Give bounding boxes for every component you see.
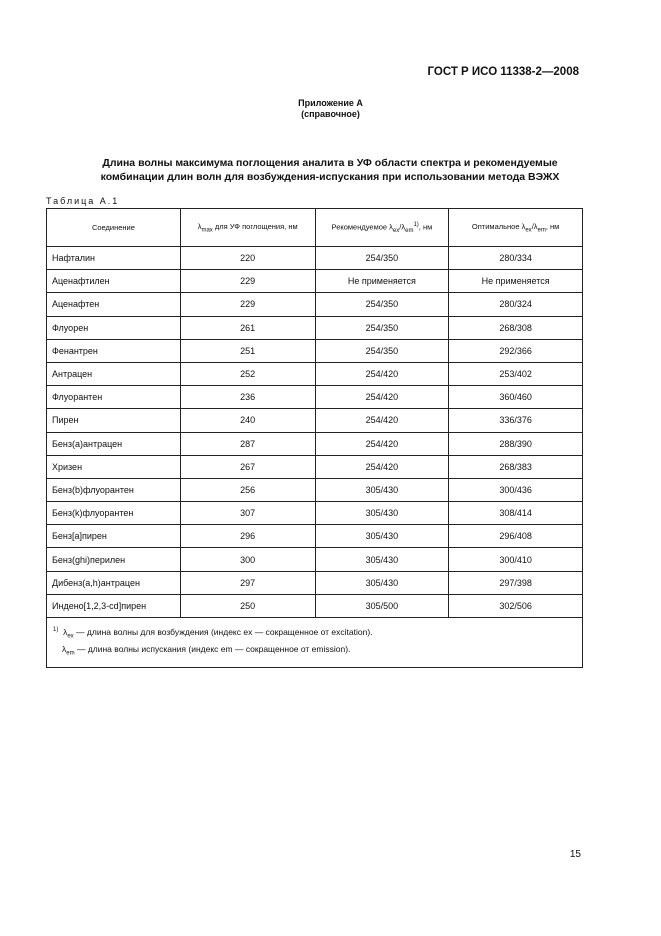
cell-compound: Бенз(k)флуорантен — [47, 502, 181, 525]
cell-optimal: Не применяется — [449, 270, 583, 293]
table-row — [47, 478, 583, 501]
annex-subtitle: (справочное) — [301, 109, 360, 119]
cell-compound: Аценафтилен — [47, 270, 181, 293]
cell-compound: Бенз[а]пирен — [47, 525, 181, 548]
lambda-subscript: ex — [392, 227, 400, 234]
table-row — [47, 362, 583, 385]
cell-compound: Бенз(а)антрацен — [47, 432, 181, 455]
cell-optimal: 268/383 — [449, 455, 583, 478]
cell-recommended: 254/420 — [315, 409, 449, 432]
cell-lmax: 229 — [180, 293, 315, 316]
cell-recommended: 254/420 — [315, 362, 449, 385]
header-unit: , нм — [545, 221, 560, 231]
header-lmax-text: для УФ поглощения, нм — [212, 221, 298, 231]
lambda-subscript: ex — [67, 633, 74, 640]
cell-compound: Дибенз(a,h)антрацен — [47, 571, 181, 594]
header-optimal-text: Оптимальное — [471, 221, 522, 231]
table-row — [47, 571, 583, 594]
cell-optimal: 280/334 — [449, 247, 583, 270]
cell-recommended: 305/430 — [315, 525, 449, 548]
cell-lmax: 240 — [180, 409, 315, 432]
table-row — [47, 386, 583, 409]
cell-recommended: 305/430 — [315, 478, 449, 501]
separator: / — [399, 222, 402, 231]
page-number: 15 — [569, 849, 581, 860]
header-lmax — [180, 209, 315, 247]
footnote-marker: 1) — [53, 627, 59, 633]
cell-lmax: 256 — [180, 478, 315, 501]
table-row — [47, 339, 583, 362]
table-row — [47, 247, 583, 270]
cell-recommended: 305/430 — [315, 548, 449, 571]
cell-compound: Фенантрен — [47, 339, 181, 362]
cell-recommended: Не применяется — [315, 270, 449, 293]
cell-recommended: 305/430 — [315, 502, 449, 525]
cell-optimal: 268/308 — [449, 316, 583, 339]
table-row — [47, 548, 583, 571]
table-row — [47, 316, 583, 339]
document-code: ГОСТ Р ИСО 11338-2—2008 — [427, 66, 579, 78]
lambda-symbol: λ — [63, 626, 68, 637]
cell-recommended: 254/350 — [315, 247, 449, 270]
footnote-text: — длина волны испускания (индекс em — сокращенное от emission). — [74, 643, 351, 654]
header-unit: , нм — [418, 222, 433, 231]
cell-compound: Нафталин — [47, 247, 181, 270]
cell-recommended: 254/420 — [315, 432, 449, 455]
cell-optimal: 302/506 — [449, 594, 583, 617]
cell-lmax: 300 — [180, 548, 315, 571]
lambda-symbol: λ — [521, 221, 526, 231]
lambda-subscript: ex — [525, 227, 532, 234]
table-row — [47, 432, 583, 455]
data-table — [46, 208, 583, 668]
cell-optimal: 288/390 — [449, 432, 583, 455]
cell-recommended: 305/430 — [315, 571, 449, 594]
cell-compound: Флуорантен — [47, 386, 181, 409]
lambda-subscript: em — [405, 227, 414, 234]
table-caption: Таблица А.1 — [46, 196, 120, 206]
cell-lmax: 250 — [180, 594, 315, 617]
cell-optimal: 308/414 — [449, 502, 583, 525]
header-recommended — [315, 209, 449, 247]
lambda-symbol: λ — [401, 222, 406, 231]
table-row — [47, 525, 583, 548]
cell-lmax: 296 — [180, 525, 315, 548]
table-row — [47, 455, 583, 478]
table-row — [47, 594, 583, 617]
lambda-subscript: em — [66, 650, 75, 657]
cell-optimal: 292/366 — [449, 339, 583, 362]
cell-compound: Пирен — [47, 409, 181, 432]
footnote-reference: 1) — [413, 221, 419, 228]
cell-optimal: 280/324 — [449, 293, 583, 316]
main-title — [56, 156, 604, 184]
cell-lmax: 251 — [180, 339, 315, 362]
main-title-line-1: Длина волны максимума поглощения аналита в УФ области спектра и рекомендуемые — [102, 157, 558, 169]
cell-lmax: 261 — [180, 316, 315, 339]
cell-optimal: 300/436 — [449, 478, 583, 501]
cell-recommended: 254/350 — [315, 316, 449, 339]
footnote-text: — длина волны для возбуждения (индекс ex — сокращенное от excitation). — [73, 626, 373, 637]
header-compound: Соединение — [47, 209, 181, 247]
lambda-symbol: λ — [533, 221, 538, 231]
cell-optimal: 300/410 — [449, 548, 583, 571]
main-title-line-2: комбинации длин волн для возбуждения-испускания при использовании метода ВЭЖХ — [100, 171, 560, 183]
footnote-line-1 — [53, 624, 577, 643]
cell-compound: Флуорен — [47, 316, 181, 339]
cell-lmax: 297 — [180, 571, 315, 594]
table-row — [47, 502, 583, 525]
header-recommended-text: Рекомендуемое — [331, 222, 390, 231]
lambda-subscript: em — [537, 227, 546, 234]
lambda-symbol: λ — [197, 221, 202, 231]
cell-compound: Хризен — [47, 455, 181, 478]
cell-optimal: 253/402 — [449, 362, 583, 385]
cell-lmax: 287 — [180, 432, 315, 455]
cell-compound: Бенз(b)флуорантен — [47, 478, 181, 501]
annex-title: Приложение А — [298, 98, 363, 108]
table-row — [47, 270, 583, 293]
cell-compound: Бенз(ghi)перилен — [47, 548, 181, 571]
cell-optimal: 360/460 — [449, 386, 583, 409]
cell-lmax: 267 — [180, 455, 315, 478]
table-footnote-row — [47, 618, 583, 668]
lambda-symbol: λ — [62, 643, 67, 654]
cell-optimal: 336/376 — [449, 409, 583, 432]
cell-compound: Индено[1,2,3-cd]пирен — [47, 594, 181, 617]
table-row — [47, 409, 583, 432]
cell-lmax: 236 — [180, 386, 315, 409]
cell-recommended: 305/500 — [315, 594, 449, 617]
cell-recommended: 254/350 — [315, 339, 449, 362]
cell-lmax: 252 — [180, 362, 315, 385]
cell-lmax: 229 — [180, 270, 315, 293]
cell-compound: Аценафтен — [47, 293, 181, 316]
cell-lmax: 220 — [180, 247, 315, 270]
cell-recommended: 254/420 — [315, 386, 449, 409]
table-row — [47, 293, 583, 316]
table-footnote — [47, 618, 583, 668]
header-optimal — [449, 209, 583, 247]
footnote-line-2 — [53, 643, 577, 660]
cell-optimal: 297/398 — [449, 571, 583, 594]
separator: / — [531, 221, 534, 231]
lambda-symbol: λ — [389, 222, 393, 231]
table-header-row — [47, 209, 583, 247]
cell-recommended: 254/350 — [315, 293, 449, 316]
cell-lmax: 307 — [180, 502, 315, 525]
cell-optimal: 296/408 — [449, 525, 583, 548]
cell-recommended: 254/420 — [315, 455, 449, 478]
lambda-subscript: max — [201, 227, 213, 234]
annex-heading — [0, 98, 661, 120]
cell-compound: Антрацен — [47, 362, 181, 385]
